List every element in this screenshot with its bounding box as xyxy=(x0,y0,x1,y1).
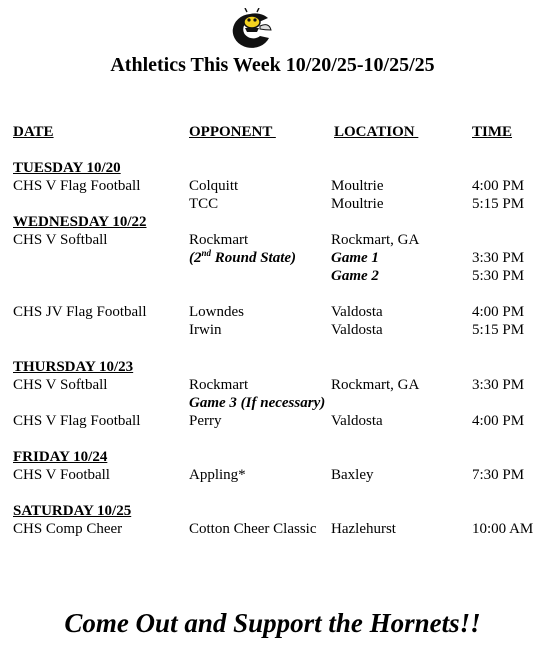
hornet-logo-icon xyxy=(225,8,275,52)
team-cell: CHS V Flag Football xyxy=(13,178,141,194)
location-cell: Rockmart, GA xyxy=(331,377,420,393)
location-cell: Moultrie xyxy=(331,178,384,194)
location-cell: Valdosta xyxy=(331,413,383,429)
location-cell: Valdosta xyxy=(331,304,383,320)
day-heading-wednesday: WEDNESDAY 10/22 xyxy=(13,214,147,230)
game-note: Game 3 (If necessary) xyxy=(189,395,326,411)
time-cell: 3:30 PM xyxy=(472,377,525,393)
time-cell: 10:00 AM xyxy=(472,521,534,537)
location-cell: Rockmart, GA xyxy=(331,232,420,248)
team-cell: CHS V Football xyxy=(13,467,110,483)
team-cell: CHS V Softball xyxy=(13,232,108,248)
opponent-cell: Colquitt xyxy=(189,178,239,194)
team-cell: CHS V Softball xyxy=(13,377,108,393)
day-heading-saturday: SATURDAY 10/25 xyxy=(13,503,132,519)
header-location: LOCATION xyxy=(334,124,419,140)
game-label: Game 2 xyxy=(331,268,379,284)
day-heading-tuesday: TUESDAY 10/20 xyxy=(13,160,121,176)
header-date: DATE xyxy=(13,124,54,140)
team-cell: CHS V Flag Football xyxy=(13,413,141,429)
opponent-cell: TCC xyxy=(189,196,219,212)
time-cell: 5:15 PM xyxy=(472,196,525,212)
header-time: TIME xyxy=(472,124,513,140)
team-cell: CHS JV Flag Football xyxy=(13,304,147,320)
footer-slogan: Come Out and Support the Hornets!! xyxy=(64,608,481,638)
page-title: Athletics This Week 10/20/25-10/25/25 xyxy=(110,54,435,76)
opponent-cell: Rockmart xyxy=(189,232,249,248)
time-cell: 3:30 PM xyxy=(472,250,525,266)
day-heading-thursday: THURSDAY 10/23 xyxy=(13,359,134,375)
game-label: Game 1 xyxy=(331,250,379,266)
opponent-cell: Perry xyxy=(189,413,222,429)
opponent-cell: Lowndes xyxy=(189,304,244,320)
time-cell: 4:00 PM xyxy=(472,413,525,429)
time-cell: 5:30 PM xyxy=(472,268,525,284)
time-cell: 4:00 PM xyxy=(472,304,525,320)
location-cell: Baxley xyxy=(331,467,374,483)
time-cell: 4:00 PM xyxy=(472,178,525,194)
location-cell: Moultrie xyxy=(331,196,384,212)
header-opponent: OPPONENT xyxy=(189,124,276,140)
time-cell: 7:30 PM xyxy=(472,467,525,483)
round-note: (2nd Round State) xyxy=(189,248,297,266)
location-cell: Valdosta xyxy=(331,322,383,338)
opponent-cell: Appling* xyxy=(189,467,246,483)
time-cell: 5:15 PM xyxy=(472,322,525,338)
opponent-cell: Rockmart xyxy=(189,377,249,393)
location-cell: Hazlehurst xyxy=(331,521,396,537)
opponent-cell: Cotton Cheer Classic xyxy=(189,521,317,537)
opponent-cell: Irwin xyxy=(189,322,222,338)
day-heading-friday: FRIDAY 10/24 xyxy=(13,449,108,465)
team-cell: CHS Comp Cheer xyxy=(13,521,123,537)
